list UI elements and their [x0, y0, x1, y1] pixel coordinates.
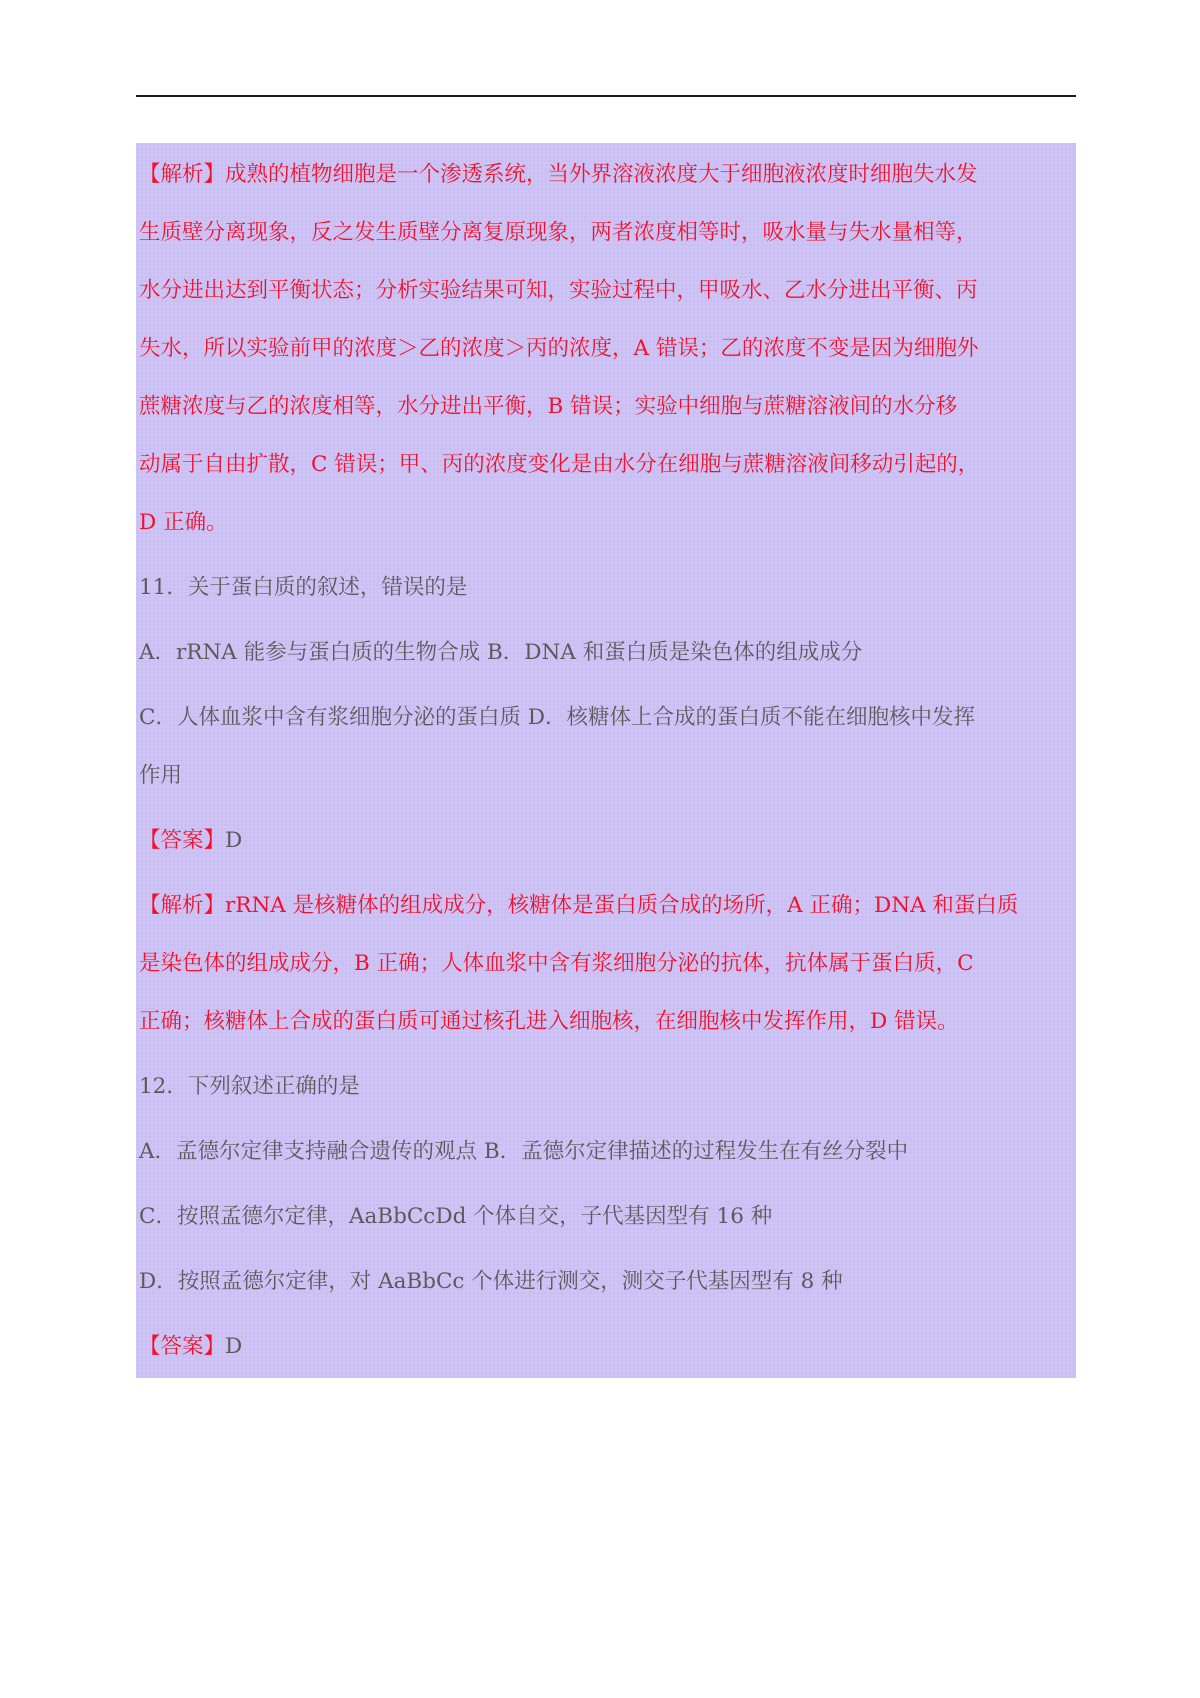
analysis-10-line-7: D 正确。: [139, 510, 228, 535]
analysis-10-line-5: 蔗糖浓度与乙的浓度相等，水分进出平衡，B 错误；实验中细胞与蔗糖溶液间的水分移: [139, 394, 958, 419]
question-11-analysis-line-1: [139, 891, 1079, 921]
question-12-options-ab: A．孟德尔定律支持融合遗传的观点 B．孟德尔定律描述的过程发生在有丝分裂中: [139, 1139, 909, 1164]
question-12-option-d: D．按照孟德尔定律，对 AaBbCc 个体进行测交，测交子代基因型有 8 种: [139, 1269, 843, 1294]
answer-value: D: [225, 1334, 243, 1359]
analysis-10-line-4: 失水，所以实验前甲的浓度＞乙的浓度＞丙的浓度，A 错误；乙的浓度不变是因为细胞外: [139, 336, 979, 361]
analysis-11-text-1: rRNA 是核糖体的组成成分，核糖体是蛋白质合成的场所，A 正确；DNA 和蛋白质: [225, 893, 1019, 918]
answer-label: 【答案】: [139, 828, 226, 853]
analysis-10-line-3: 水分进出达到平衡状态；分析实验结果可知，实验过程中，甲吸水、乙水分进出平衡、丙: [139, 278, 978, 303]
question-12-answer: [139, 1332, 1079, 1362]
analysis-10-text-1: 成熟的植物细胞是一个渗透系统，当外界溶液浓度大于细胞液浓度时细胞失水发: [225, 162, 978, 187]
analysis-10-line-6: 动属于自由扩散，C 错误；甲、丙的浓度变化是由水分在细胞与蔗糖溶液间移动引起的，: [139, 452, 980, 477]
analysis-label: 【解析】: [139, 162, 226, 187]
question-11-options-cd-1: C．人体血浆中含有浆细胞分泌的蛋白质 D．核糖体上合成的蛋白质不能在细胞核中发挥: [139, 705, 976, 730]
question-12-option-c: C．按照孟德尔定律，AaBbCcDd 个体自交，子代基因型有 16 种: [139, 1204, 773, 1229]
question-11-answer: [139, 826, 1079, 856]
header-rule: [136, 95, 1076, 97]
question-11-analysis-line-2: 是染色体的组成成分，B 正确；人体血浆中含有浆细胞分泌的抗体，抗体属于蛋白质，C: [139, 951, 974, 976]
question-11-analysis-line-3: 正确；核糖体上合成的蛋白质可通过核孔进入细胞核，在细胞核中发挥作用，D 错误。: [139, 1009, 959, 1034]
question-12-stem: 12．下列叙述正确的是: [139, 1074, 360, 1099]
answer-value: D: [225, 828, 243, 853]
question-11-options-cd-2: 作用: [139, 763, 183, 788]
analysis-label: 【解析】: [139, 893, 226, 918]
analysis-10-line-2: 生质壁分离现象，反之发生质壁分离复原现象，两者浓度相等时，吸水量与失水量相等，: [139, 220, 978, 245]
question-11-stem: 11．关于蛋白质的叙述，错误的是: [139, 575, 468, 600]
answer-label: 【答案】: [139, 1334, 226, 1359]
analysis-10-line-1: [139, 160, 1079, 190]
question-11-options-ab: A．rRNA 能参与蛋白质的生物合成 B．DNA 和蛋白质是染色体的组成成分: [139, 640, 863, 665]
